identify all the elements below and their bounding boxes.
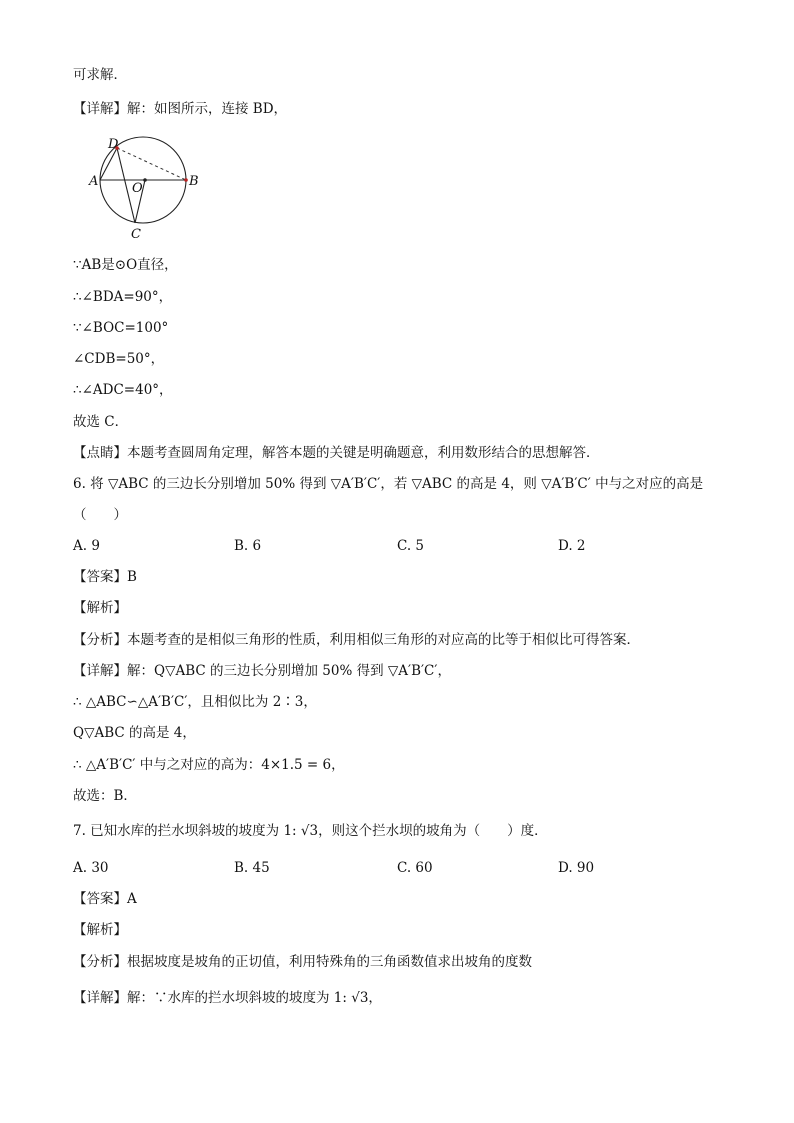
- detail-6-d: ∴ △A′B′C′ 中与之对应的高为：4×1.5 = 6，: [73, 757, 345, 773]
- analysis-7: 【分析】根据坡度是坡角的正切值，利用特殊角的三角函数值求出坡角的度数: [73, 954, 532, 970]
- detail-6-c: Q▽ABC 的高是 4，: [73, 725, 196, 741]
- question-7: 7. 已知水库的拦水坝斜坡的坡度为 1: √3，则这个拦水坝的坡角为（ ）度．: [73, 823, 548, 839]
- label-c: C: [131, 227, 141, 242]
- q6-option-b: B. 6: [234, 538, 262, 554]
- q7-option-d: D. 90: [558, 860, 595, 876]
- question-6-bracket: （ ）: [73, 507, 127, 523]
- circle-figure: [88, 132, 218, 242]
- answer-6: 【答案】B: [73, 569, 137, 585]
- detail-6-a: 【详解】解：Q▽ABC 的三边长分别增加 50% 得到 ▽A′B′C′，: [73, 663, 451, 679]
- point-o: [143, 178, 147, 182]
- line-8: 【点睛】本题考查圆周角定理，解答本题的关键是明确题意，利用数形结合的思想解答．: [73, 445, 600, 461]
- line-5: ∠CDB=50°，: [73, 351, 165, 367]
- answer-7: 【答案】A: [73, 891, 137, 907]
- q7-option-c: C. 60: [397, 860, 433, 876]
- label-b: B: [189, 174, 199, 189]
- analysis-6-heading: 【解析】: [73, 600, 127, 616]
- line-4: ∵∠BOC=100°: [73, 320, 169, 336]
- label-a: A: [89, 174, 99, 189]
- point-b: [184, 178, 188, 182]
- analysis-6: 【分析】本题考查的是相似三角形的性质，利用相似三角形的对应高的比等于相似比可得答案．: [73, 632, 640, 648]
- question-6: 6. 将 ▽ABC 的三边长分别增加 50% 得到 ▽A′B′C′，若 ▽ABC 的高是 4，则 ▽A′B′C′ 中与之对应的高是: [73, 476, 704, 492]
- label-d: D: [108, 137, 119, 152]
- q6-option-d: D. 2: [558, 538, 586, 554]
- line-1: 【详解】解：如图所示，连接 BD，: [73, 101, 288, 117]
- line-0: 可求解．: [73, 67, 127, 83]
- q7-option-b: B. 45: [234, 860, 270, 876]
- line-7: 故选 C．: [73, 414, 129, 430]
- q6-option-c: C. 5: [397, 538, 425, 554]
- q6-option-a: A. 9: [73, 538, 100, 554]
- label-o: O: [132, 181, 143, 196]
- line-2: ∵AB是⊙O直径，: [73, 257, 178, 273]
- detail-6-e: 故选：B．: [73, 788, 137, 804]
- detail-6-b: ∴ △ABC∽△A′B′C′，且相似比为 2∶3，: [73, 694, 317, 710]
- detail-7: 【详解】解：∵水库的拦水坝斜坡的坡度为 1: √3，: [73, 990, 382, 1006]
- line-3: ∴∠BDA=90°，: [73, 289, 173, 305]
- analysis-7-heading: 【解析】: [73, 922, 127, 938]
- q7-option-a: A. 30: [73, 860, 109, 876]
- line-6: ∴∠ADC=40°，: [73, 382, 173, 398]
